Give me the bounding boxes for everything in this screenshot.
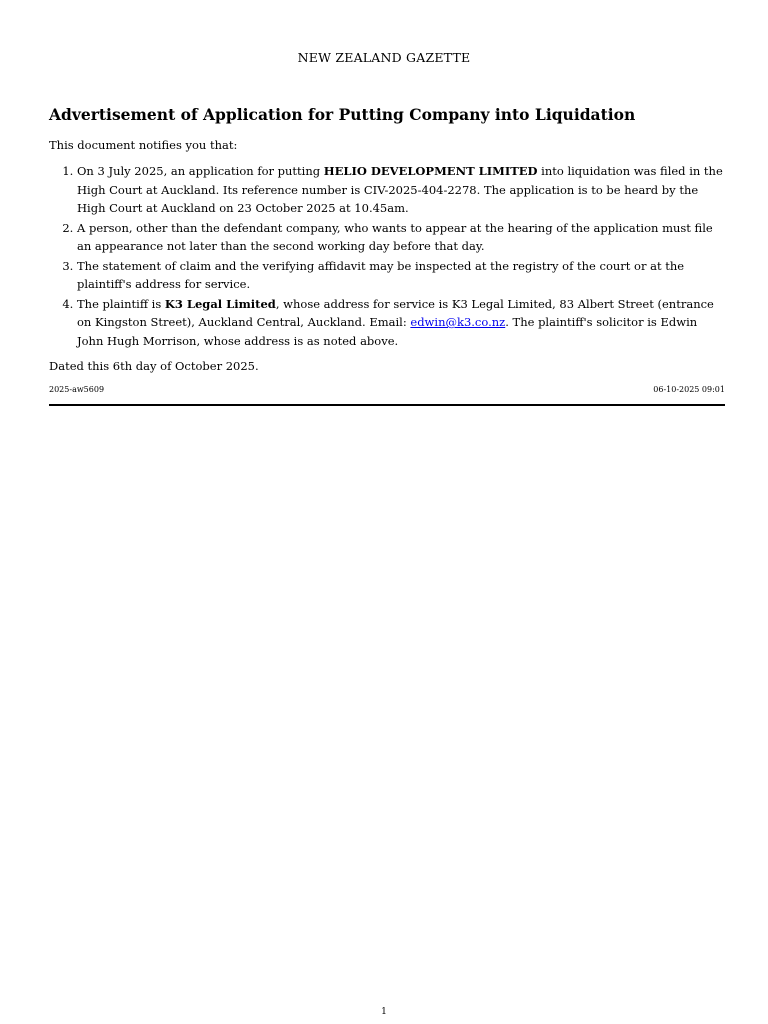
plaintiff-name: K3 Legal Limited — [164, 296, 276, 311]
divider — [49, 404, 725, 406]
list-item — [77, 162, 725, 218]
email-link[interactable]: edwin@k3.co.nz — [410, 315, 506, 329]
item-text: into liquidation was filed in the High Court at Auckland. Its reference number is CIV-2025-404-2278. The application is to be heard by the High Court at Auckland on 23 October 2025 at 10.45am. — [77, 164, 723, 215]
notice-heading: Advertisement of Application for Putting Company into Liquidation — [49, 105, 636, 124]
reference-id: 2025-aw5609 — [49, 385, 105, 394]
gazette-title: NEW ZEALAND GAZETTE — [297, 50, 471, 65]
company-name: HELIO DEVELOPMENT LIMITED — [323, 164, 538, 178]
list-item — [77, 257, 725, 294]
item-text: On 3 July 2025, an application for putting — [77, 164, 324, 178]
notice-meta — [49, 384, 725, 396]
published-timestamp: 06-10-2025 09:01 — [653, 385, 725, 394]
item-text: A person, other than the defendant company, who wants to appear at the hearing of the application must file an appearance not later than the second working day before that day. — [77, 220, 713, 253]
list-item — [77, 219, 725, 256]
notice-body — [49, 104, 725, 406]
notice-list — [49, 162, 725, 350]
item-text: The statement of claim and the verifying affidavit may be inspected at the registry of the court or at the plaintiff's address for service. — [77, 258, 685, 291]
dated-line: Dated this 6th day of October 2025. — [49, 359, 259, 373]
item-text: , whose address for service is K3 Legal Limited, 83 Albert Street (entrance on Kingston Street), Auckland Central, Auckland. Email: — [77, 296, 714, 329]
notice-intro: This document notifies you that: — [49, 138, 238, 152]
item-text: . The plaintiff's solicitor is Edwin John Hugh Morrison, whose address is as noted above. — [77, 315, 698, 348]
page-number: 1 — [381, 1007, 387, 1017]
item-text: The plaintiff is — [77, 296, 165, 311]
list-item — [77, 295, 725, 351]
